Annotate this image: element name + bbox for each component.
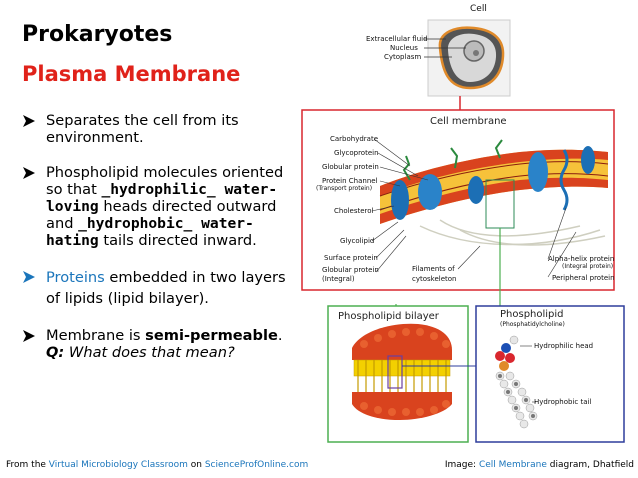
bullet-2-text-a: Phospholipid molecules oriented so that [46, 164, 284, 198]
label-glycoprotein: Glycoprotein [334, 149, 379, 157]
bullet-4-period: . [277, 327, 283, 344]
label-nucleus: Nucleus [390, 44, 418, 52]
label-cytoskeleton: cytoskeleton [412, 275, 457, 283]
slide-subtitle: Plasma Membrane [22, 62, 241, 86]
label-globular-protein-integral: Globular protein [322, 266, 379, 274]
bullet-1-text: Separates the cell from its environment. [46, 112, 239, 146]
scienceprofonline-link[interactable]: ScienceProfOnline.com [204, 460, 309, 470]
cell-membrane-link[interactable]: Cell Membrane [478, 460, 547, 470]
footer-left-prefix: From the [6, 460, 49, 470]
bullet-3-text: embedded in two layers of lipids (lipid bilayer). [46, 269, 286, 307]
hydrophobic-term: _hydrophobic_ water-hating [46, 215, 254, 249]
membrane-title: Cell membrane [430, 116, 507, 127]
virtual-microbiology-link[interactable]: Virtual Microbiology Classroom [48, 460, 188, 470]
footer-right-suffix: diagram, Dhatfield [546, 460, 634, 470]
phospholipid-subtitle: (Phosphatidylcholine) [500, 321, 565, 328]
phospholipid-title: Phospholipid [500, 309, 564, 320]
footer-image-credit [432, 460, 634, 470]
label-carbohydrate: Carbohydrate [330, 135, 379, 143]
label-glycolipid: Glycolipid [340, 237, 375, 245]
footer-right-prefix: Image: [444, 460, 479, 470]
proteins-term: Proteins [46, 269, 105, 286]
label-extracellular-fluid: Extracellular fluid [366, 35, 428, 43]
label-filaments: Filaments of [412, 265, 455, 273]
label-protein-channel: Protein Channel [322, 177, 378, 185]
bilayer-art [352, 324, 452, 420]
bullet-2-text-b: heads directed outward and [46, 198, 277, 232]
label-cytoplasm: Cytoplasm [384, 53, 422, 61]
semi-permeable-term: semi-permeable [145, 327, 278, 344]
label-hydrophobic-tail: Hydrophobic tail [534, 398, 592, 406]
bullet-2-text-c: tails directed inward. [98, 232, 257, 249]
label-alpha-helix-protein: Alpha-helix protein [548, 255, 615, 263]
label-integral-protein: (Integral protein) [562, 263, 614, 270]
hydrophilic-term: _hydrophilic_ water-loving [46, 181, 278, 215]
bilayer-title: Phospholipid bilayer [338, 311, 439, 322]
slide-title: Prokaryotes [22, 22, 173, 47]
question-text: What does that mean? [64, 344, 235, 361]
label-integral: (Integral) [322, 275, 355, 283]
cell-inset [424, 20, 510, 110]
label-peripheral-protein: Peripheral protein [552, 274, 615, 282]
label-cholesterol: Cholesterol [334, 207, 374, 215]
label-hydrophilic-head: Hydrophilic head [534, 342, 594, 350]
footer-left-mid: on [187, 460, 205, 470]
question-label: Q: [46, 344, 65, 361]
label-surface-protein: Surface protein [324, 254, 378, 262]
bullet-4-text-a: Membrane is [46, 327, 146, 344]
cell-title: Cell [470, 4, 487, 14]
label-transport-protein: (Transport protein) [316, 185, 373, 192]
label-globular-protein: Globular protein [322, 163, 379, 171]
footer-source [6, 460, 308, 470]
